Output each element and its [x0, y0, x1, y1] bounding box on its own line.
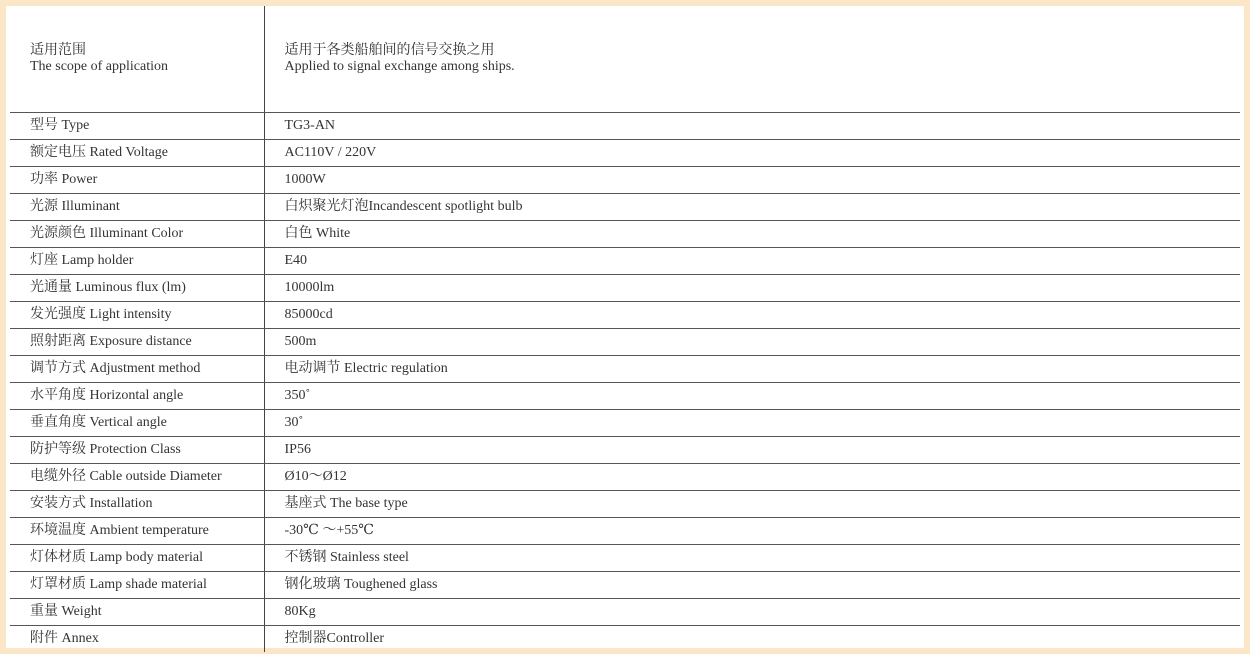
- table-row: [10, 382, 1240, 409]
- scope-label-cn: 适用范围: [30, 43, 86, 58]
- spec-value: 白炽聚光灯泡Incandescent spotlight bulb: [264, 193, 1240, 220]
- spec-value: 350˚: [264, 382, 1240, 409]
- spec-value: E40: [264, 247, 1240, 274]
- scope-value-cn: 适用于各类船舶间的信号交换之用: [284, 43, 495, 58]
- spec-label: 水平角度 Horizontal angle: [10, 382, 264, 409]
- spec-sheet-frame: [6, 6, 1244, 648]
- spec-value: 80Kg: [264, 598, 1240, 625]
- spec-label: 光源颜色 Illuminant Color: [10, 220, 264, 247]
- spec-value: 钢化玻璃 Toughened glass: [264, 571, 1240, 598]
- spec-label: 灯罩材质 Lamp shade material: [10, 571, 264, 598]
- table-row: [10, 409, 1240, 436]
- spec-value: 基座式 The base type: [264, 490, 1240, 517]
- table-row: [10, 274, 1240, 301]
- spec-label: 电缆外径 Cable outside Diameter: [10, 463, 264, 490]
- spec-table: [10, 6, 1240, 652]
- spec-value: IP56: [264, 436, 1240, 463]
- table-row: [10, 166, 1240, 193]
- table-row: [10, 112, 1240, 139]
- table-row: [10, 193, 1240, 220]
- spec-value: AC110V / 220V: [264, 139, 1240, 166]
- table-row: [10, 436, 1240, 463]
- spec-value: TG3-AN: [264, 112, 1240, 139]
- spec-label: 光源 Illuminant: [10, 193, 264, 220]
- spec-label: 重量 Weight: [10, 598, 264, 625]
- spec-label: 环境温度 Ambient temperature: [10, 517, 264, 544]
- table-row: [10, 598, 1240, 625]
- spec-value: 500m: [264, 328, 1240, 355]
- spec-label: 安装方式 Installation: [10, 490, 264, 517]
- spec-label: 功率 Power: [10, 166, 264, 193]
- table-row: [10, 301, 1240, 328]
- spec-value: 30˚: [264, 409, 1240, 436]
- spec-label: 灯座 Lamp holder: [10, 247, 264, 274]
- spec-label: 额定电压 Rated Voltage: [10, 139, 264, 166]
- table-row: [10, 625, 1240, 652]
- spec-value: -30℃ ～+55℃: [264, 517, 1240, 544]
- scope-label-en: The scope of application: [30, 59, 169, 74]
- table-row: [10, 139, 1240, 166]
- spec-label: 型号 Type: [10, 112, 264, 139]
- spec-value: 控制器Controller: [284, 630, 385, 646]
- spec-label: 防护等级 Protection Class: [10, 436, 264, 463]
- spec-label: 光通量 Luminous flux (lm): [10, 274, 264, 301]
- scope-row: [10, 6, 1240, 112]
- table-row: [10, 328, 1240, 355]
- spec-label: 发光强度 Light intensity: [10, 301, 264, 328]
- spec-value: 不锈钢 Stainless steel: [264, 544, 1240, 571]
- table-row: [10, 544, 1240, 571]
- spec-value: 85000cd: [264, 301, 1240, 328]
- spec-label: 调节方式 Adjustment method: [10, 355, 264, 382]
- table-row: [10, 490, 1240, 517]
- spec-value: 1000W: [264, 166, 1240, 193]
- table-row: [10, 220, 1240, 247]
- spec-label: 灯体材质 Lamp body material: [10, 544, 264, 571]
- spec-value: 白色 White: [264, 220, 1240, 247]
- scope-value-cell: [264, 6, 1240, 112]
- spec-label: 附件 Annex: [10, 625, 264, 652]
- spec-value: 10000lm: [264, 274, 1240, 301]
- table-row: [10, 463, 1240, 490]
- table-row: [10, 247, 1240, 274]
- spec-value: Ø10～Ø12: [264, 463, 1240, 490]
- spec-label: 照射距离 Exposure distance: [10, 328, 264, 355]
- spec-label: 垂直角度 Vertical angle: [10, 409, 264, 436]
- scope-value-en: Applied to signal exchange among ships.: [284, 59, 515, 74]
- table-row: [10, 517, 1240, 544]
- table-row: [10, 571, 1240, 598]
- scope-label-cell: [10, 6, 264, 112]
- table-row: [10, 355, 1240, 382]
- spec-value: 电动调节 Electric regulation: [264, 355, 1240, 382]
